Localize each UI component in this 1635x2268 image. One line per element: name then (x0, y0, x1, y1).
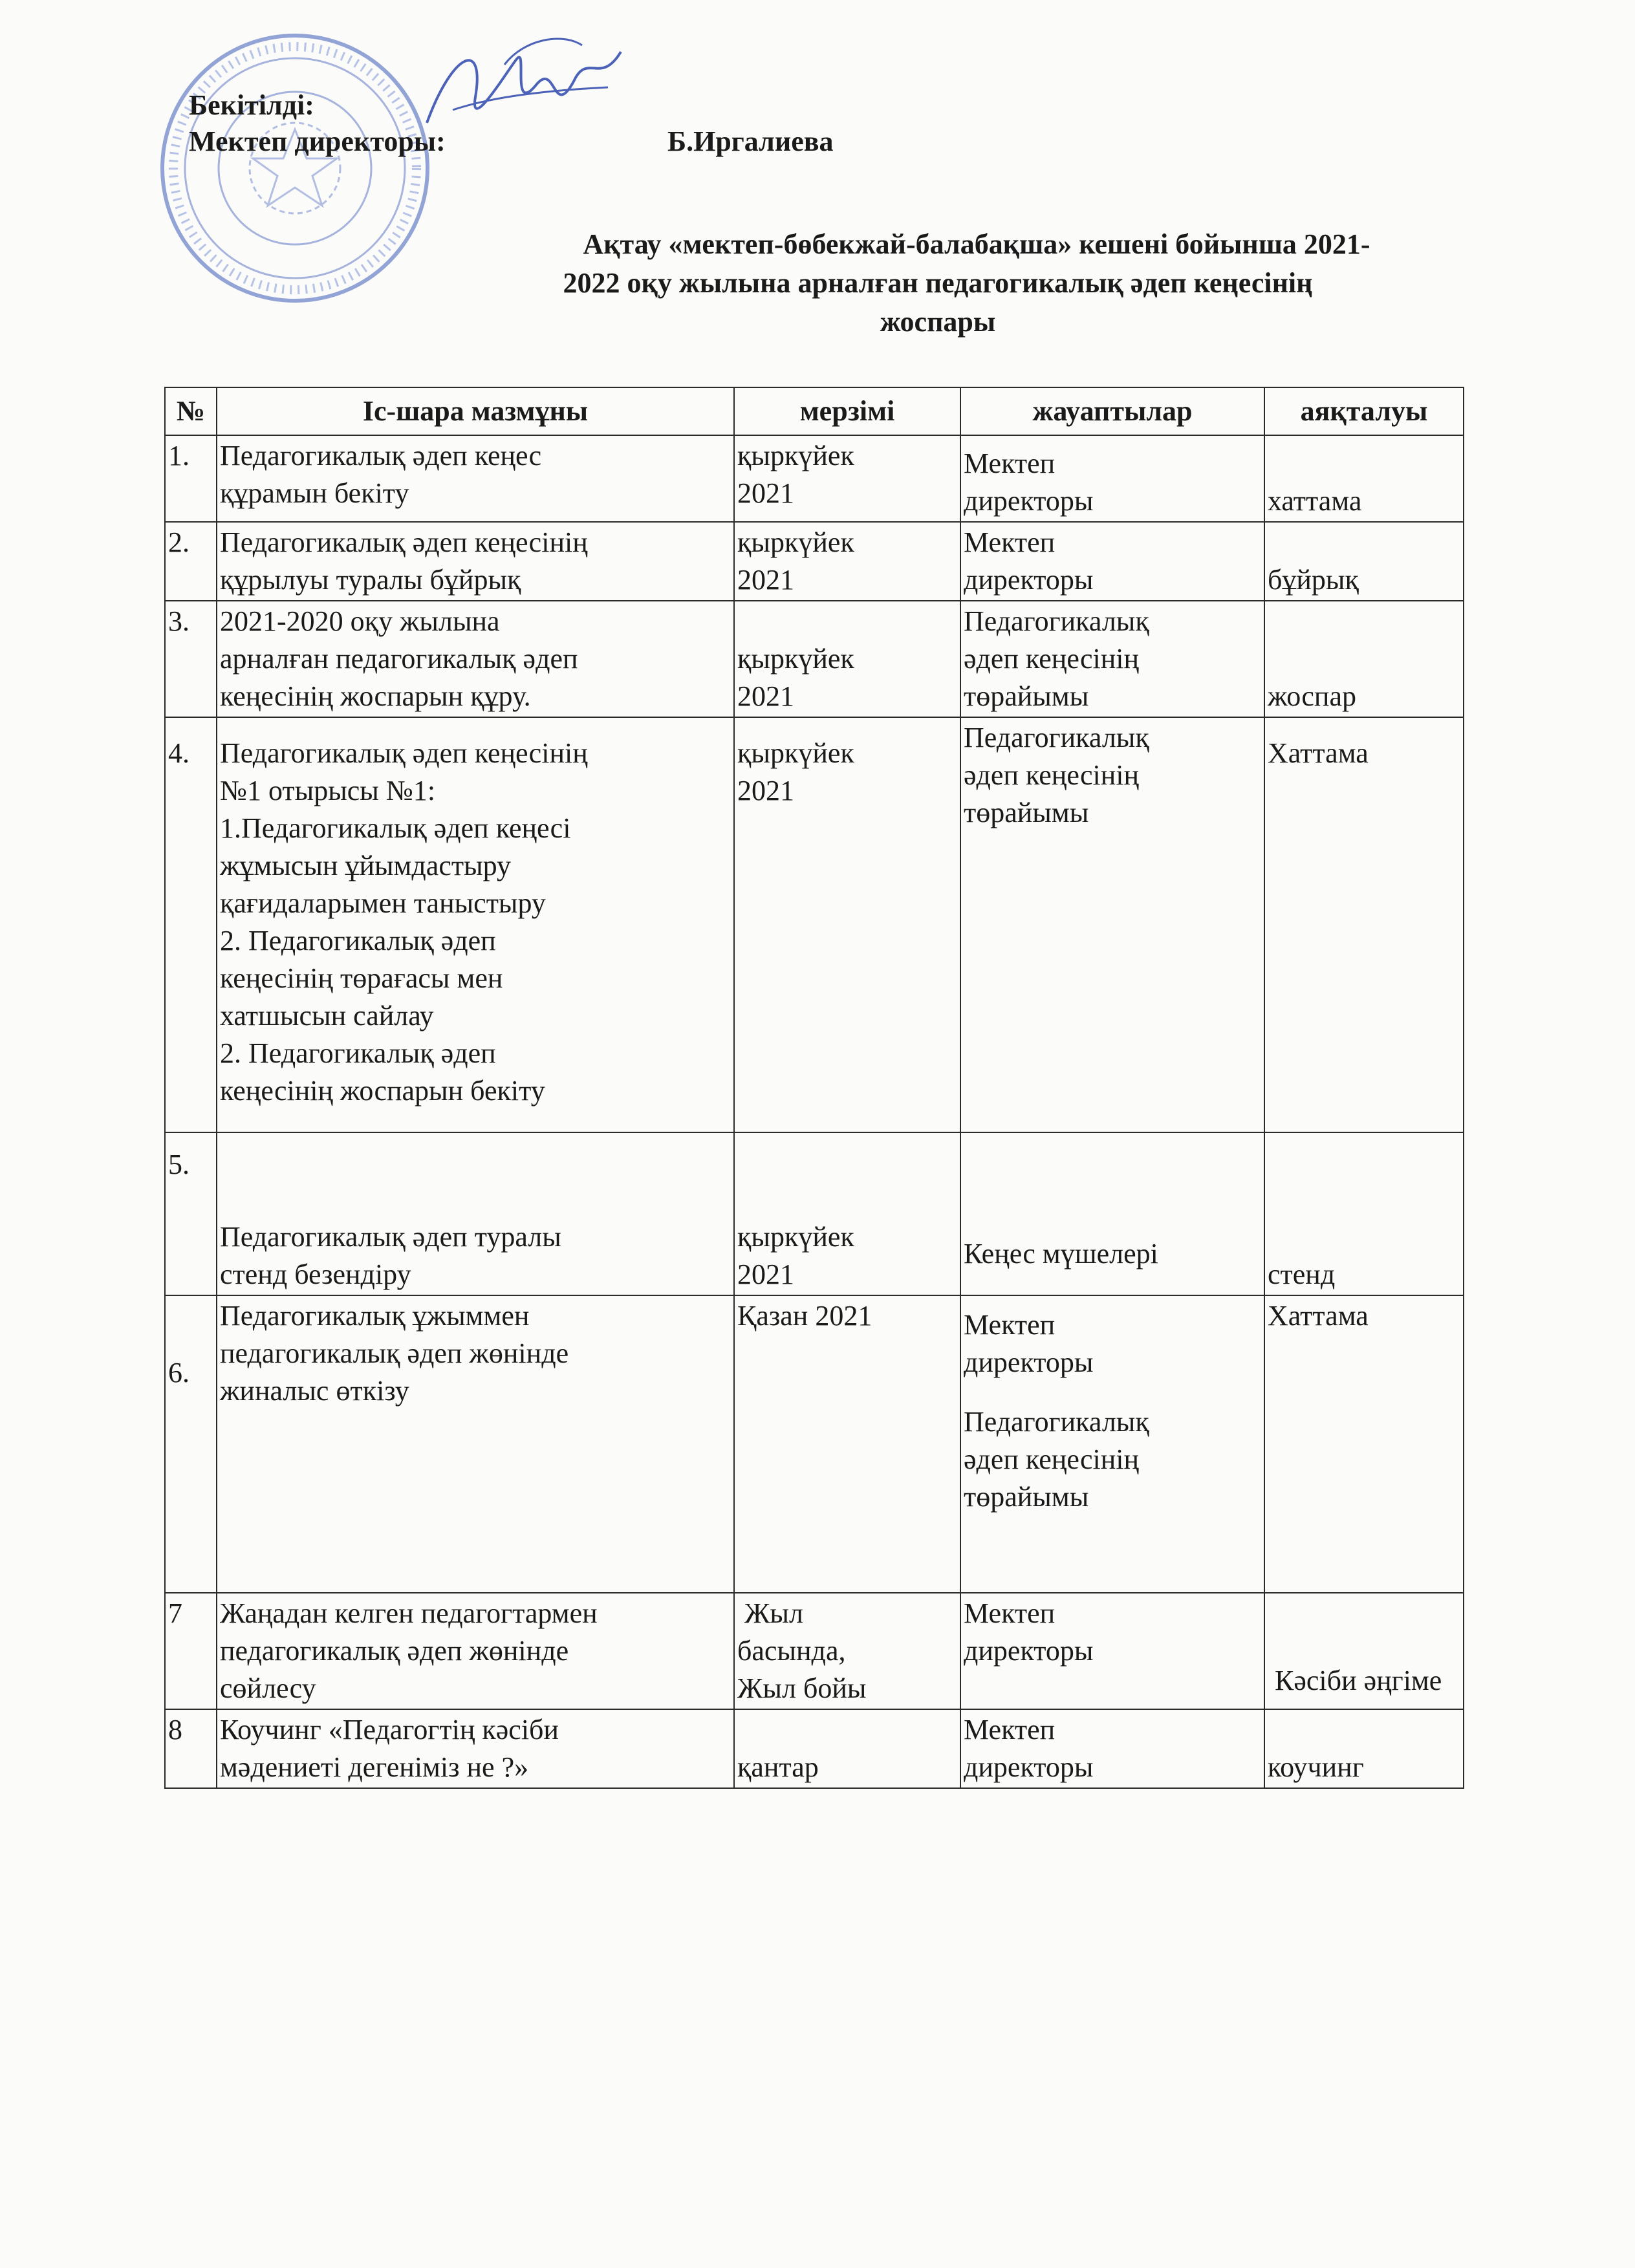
row-number: 8 (165, 1709, 217, 1788)
responsible-line: Мектеп (964, 1714, 1056, 1745)
activity-line: педагогикалық әдеп жөнінде (220, 1337, 569, 1369)
activity-line: құрамын бекіту (220, 477, 409, 509)
row-result: Хаттама (1264, 717, 1464, 1132)
table-row (165, 435, 1464, 522)
responsible-line: Мектеп (964, 1597, 1056, 1629)
activity-line: 2. Педагогикалық әдеп (220, 1037, 496, 1069)
activity-line: арналған педагогикалық әдеп (220, 643, 578, 675)
activity-line: педагогикалық әдеп жөнінде (220, 1635, 569, 1667)
activity-line: 1.Педагогикалық әдеп кеңесі (220, 812, 571, 844)
row-activity (217, 522, 734, 601)
activity-line: сөйлесу (220, 1672, 316, 1704)
activity-line: 2. Педагогикалық әдеп (220, 925, 496, 956)
header-responsible: жауаптылар (960, 387, 1264, 435)
plan-table (164, 387, 1464, 1789)
row-number: 3. (165, 601, 217, 717)
responsible-line: Педагогикалық (964, 722, 1149, 753)
term-line: Жыл бойы (737, 1672, 867, 1704)
responsible-line: төрайымы (964, 680, 1089, 712)
responsible-line: директоры (964, 1635, 1094, 1667)
term-line: Жыл (737, 1597, 803, 1629)
responsible-line: Кеңес мүшелері (964, 1238, 1158, 1269)
row-result: коучинг (1264, 1709, 1464, 1788)
row-responsible (960, 1709, 1264, 1788)
header-result: аяқталуы (1264, 387, 1464, 435)
responsible-line: әдеп кеңесінің (964, 1443, 1140, 1475)
responsible-line: директоры (964, 564, 1094, 596)
row-number: 7 (165, 1593, 217, 1709)
row-result: Хаттама (1264, 1295, 1464, 1593)
row-term (734, 1132, 960, 1295)
activity-line: Педагогикалық әдеп кеңес (220, 440, 542, 471)
responsible-line: Педагогикалық (964, 605, 1149, 637)
row-responsible (960, 435, 1264, 522)
row-activity (217, 1295, 734, 1593)
activity-line: 2021-2020 оқу жылына (220, 605, 500, 637)
activity-line: Жаңадан келген педагогтармен (220, 1597, 598, 1629)
table-row (165, 601, 1464, 717)
row-activity (217, 435, 734, 522)
activity-line: мәдениеті дегеніміз не ?» (220, 1751, 529, 1783)
activity-line: Коучинг «Педагогтің кәсіби (220, 1714, 559, 1745)
term-line: қыркүйек (737, 737, 854, 769)
row-term (734, 435, 960, 522)
row-number: 2. (165, 522, 217, 601)
activity-line: Педагогикалық әдеп туралы (220, 1221, 561, 1253)
term-line: қыркүйек (737, 1221, 854, 1253)
title-line-1: Ақтау «мектеп-бөбекжай-балабақша» кешені бойынша 2021- (583, 228, 1370, 260)
term-line: 2021 (737, 775, 794, 806)
activity-line: №1 отырысы №1: (220, 775, 436, 806)
activity-line: кеңесінің жоспарын бекіту (220, 1075, 545, 1107)
row-responsible (960, 1132, 1264, 1295)
director-role: Мектеп директоры: (189, 125, 446, 157)
row-result: бұйрық (1264, 522, 1464, 601)
term-line: басында, (737, 1635, 846, 1667)
row-term (734, 601, 960, 717)
table-row (165, 522, 1464, 601)
row-number: 1. (165, 435, 217, 522)
header-activity: Іс-шара мазмұны (217, 387, 734, 435)
row-responsible (960, 1295, 1264, 1593)
responsible-line: Мектеп (964, 526, 1056, 558)
activity-line: Педагогикалық әдеп кеңесінің (220, 526, 588, 558)
activity-line: қағидаларымен таныстыру (220, 887, 546, 919)
term-line: 2021 (737, 477, 794, 509)
responsible-line: директоры (964, 485, 1094, 517)
director-name: Б.Иргалиева (667, 125, 834, 157)
activity-line: жұмысын ұйымдастыру (220, 850, 512, 881)
row-responsible (960, 522, 1264, 601)
title-line-2: 2022 оқу жылына арналған педагогикалық әдеп кеңесінің (563, 267, 1313, 299)
term-line: қыркүйек (737, 440, 854, 471)
row-term (734, 522, 960, 601)
row-activity (217, 1593, 734, 1709)
activity-line: хатшысын сайлау (220, 1000, 434, 1031)
row-term (734, 1295, 960, 1593)
term-line: 2021 (737, 564, 794, 596)
responsible-line: әдеп кеңесінің (964, 643, 1140, 675)
term-line: қыркүйек (737, 526, 854, 558)
table-row (165, 717, 1464, 1132)
row-number: 5. (165, 1132, 217, 1295)
row-result: жоспар (1264, 601, 1464, 717)
responsible-line: Педагогикалық (964, 1406, 1149, 1438)
activity-line: кеңесінің төрағасы мен (220, 962, 503, 994)
table-row (165, 1709, 1464, 1788)
row-result: хаттама (1264, 435, 1464, 522)
term-line: Қазан 2021 (737, 1300, 872, 1332)
responsible-line: директоры (964, 1346, 1094, 1378)
responsible-line: Мектеп (964, 1309, 1056, 1341)
activity-line: Педагогикалық әдеп кеңесінің (220, 737, 588, 769)
row-term (734, 1593, 960, 1709)
row-number: 4. (165, 717, 217, 1132)
row-activity (217, 1709, 734, 1788)
term-line: қантар (737, 1751, 819, 1783)
approval-block (189, 87, 833, 160)
term-line: 2021 (737, 1258, 794, 1290)
row-activity (217, 1132, 734, 1295)
responsible-line: әдеп кеңесінің (964, 759, 1140, 791)
row-responsible (960, 1593, 1264, 1709)
row-responsible (960, 717, 1264, 1132)
responsible-line: Мектеп (964, 448, 1056, 479)
responsible-line: төрайымы (964, 1481, 1089, 1513)
activity-line: құрылуы туралы бұйрық (220, 564, 521, 596)
row-term (734, 717, 960, 1132)
table-header-row (165, 387, 1464, 435)
document-title (362, 225, 1513, 341)
table-row (165, 1132, 1464, 1295)
title-line-3: жоспары (880, 306, 996, 338)
row-number: 6. (165, 1295, 217, 1593)
term-line: қыркүйек (737, 643, 854, 675)
approved-label: Бекітілді: (189, 89, 314, 121)
header-number: № (165, 387, 217, 435)
table-row (165, 1593, 1464, 1709)
activity-line: жиналыс өткізу (220, 1375, 409, 1407)
row-term (734, 1709, 960, 1788)
row-result: Кәсіби әңгіме (1264, 1593, 1464, 1709)
row-result: стенд (1264, 1132, 1464, 1295)
activity-line: кеңесінің жоспарын құру. (220, 680, 531, 712)
table-row (165, 1295, 1464, 1593)
row-responsible (960, 601, 1264, 717)
responsible-line: төрайымы (964, 797, 1089, 828)
header-term: мерзімі (734, 387, 960, 435)
term-line: 2021 (737, 680, 794, 712)
row-activity (217, 601, 734, 717)
activity-line: Педагогикалық ұжыммен (220, 1300, 530, 1332)
responsible-line: директоры (964, 1751, 1094, 1783)
row-activity (217, 717, 734, 1132)
activity-line: стенд безендіру (220, 1258, 411, 1290)
